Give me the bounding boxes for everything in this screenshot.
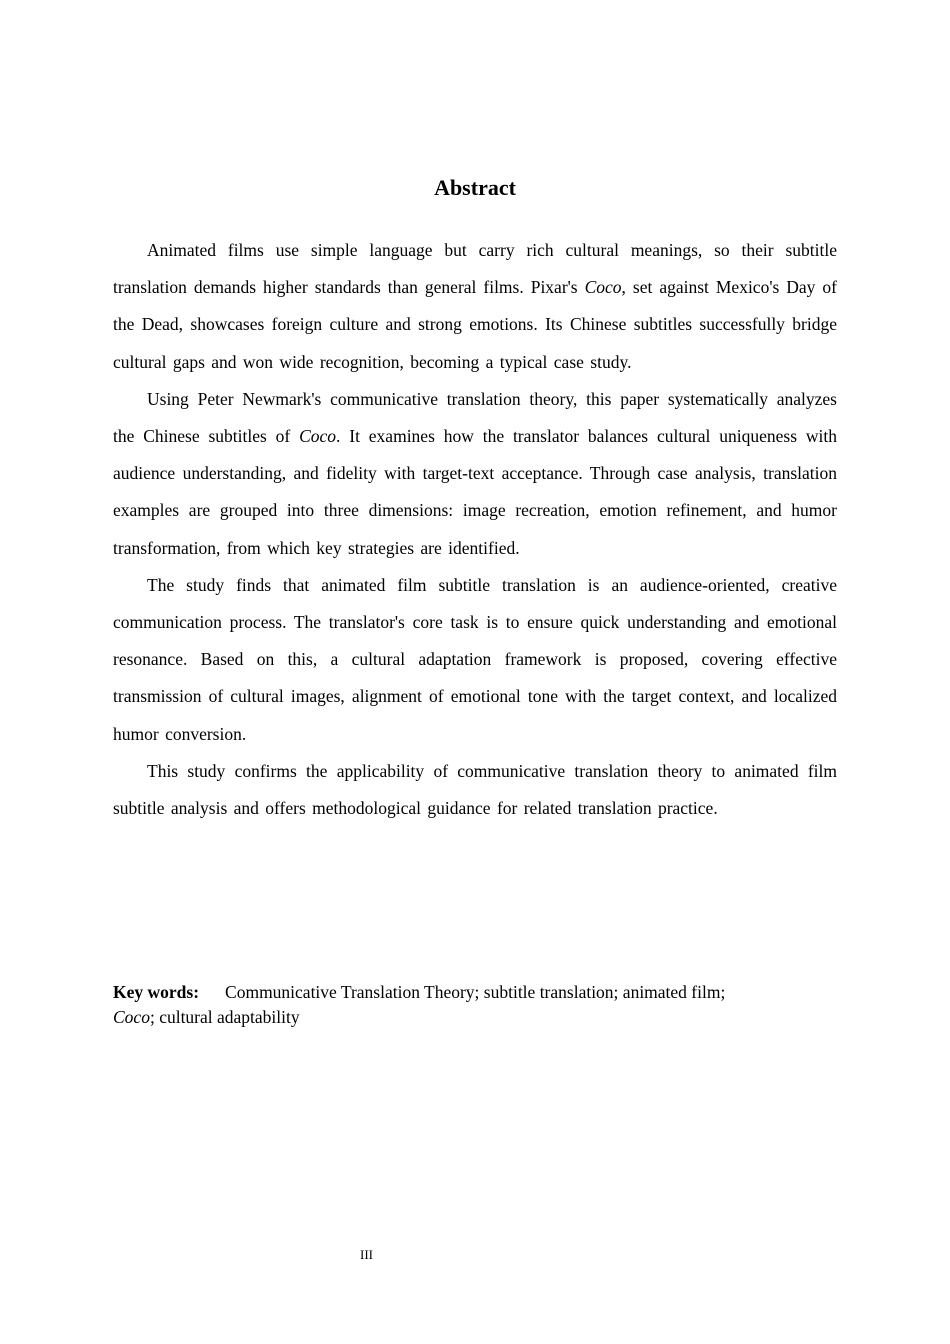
paragraph-text: Using Peter Newmark's communicative translation theory, this paper systematically analyzes the Chinese subtitles of [113,388,837,447]
abstract-paragraph [113,567,837,753]
abstract-paragraph [113,753,837,827]
italic-title-ref: Coco [584,277,622,298]
keywords-rest: ; cultural adaptability [149,1007,300,1027]
keywords-block [113,980,837,1030]
paragraph-text: The study finds that animated film subtitle translation is an audience-oriented, creative communication process. The translator's core task is to ensure quick understanding and emotional resonance. Based on this, a cultural adaptation framework is proposed, covering effective transmission of cultural images, alignment of emotional tone with the target context, and localized humor conversion. [113,574,837,744]
paragraph-text: , set against Mexico's Day of the Dead, showcases foreign culture and strong emotions. Its Chinese subtitles successfully bridge cultural gaps and won wide recognition, becoming a typical case study. [113,277,837,372]
abstract-title: Abstract [434,175,516,200]
keywords-label: Key words: [113,982,200,1002]
italic-title-ref: Coco [299,426,337,447]
paragraph-text: This study confirms the applicability of communicative translation theory to animated film subtitle analysis and offers methodological guidance for related translation practice. [113,760,837,819]
abstract-paragraph [113,232,837,381]
abstract-body [113,232,837,827]
page-number: III [360,1247,373,1262]
paragraph-text: Animated films use simple language but carry rich cultural meanings, so their subtitle translation demands higher standards than general films. Pixar's [113,240,837,298]
keywords-coco: Coco [113,1007,150,1027]
abstract-paragraph [113,381,837,567]
keywords-line1: Communicative Translation Theory; subtitle translation; animated film; [225,982,726,1002]
paragraph-text: . It examines how the translator balances cultural uniqueness with audience understanding, and fidelity with target-text acceptance. Through case analysis, translation examples are grouped into three dimensions: image recreation, emotion refinement, and humor transformation, from which key strategies are identified. [113,426,837,558]
